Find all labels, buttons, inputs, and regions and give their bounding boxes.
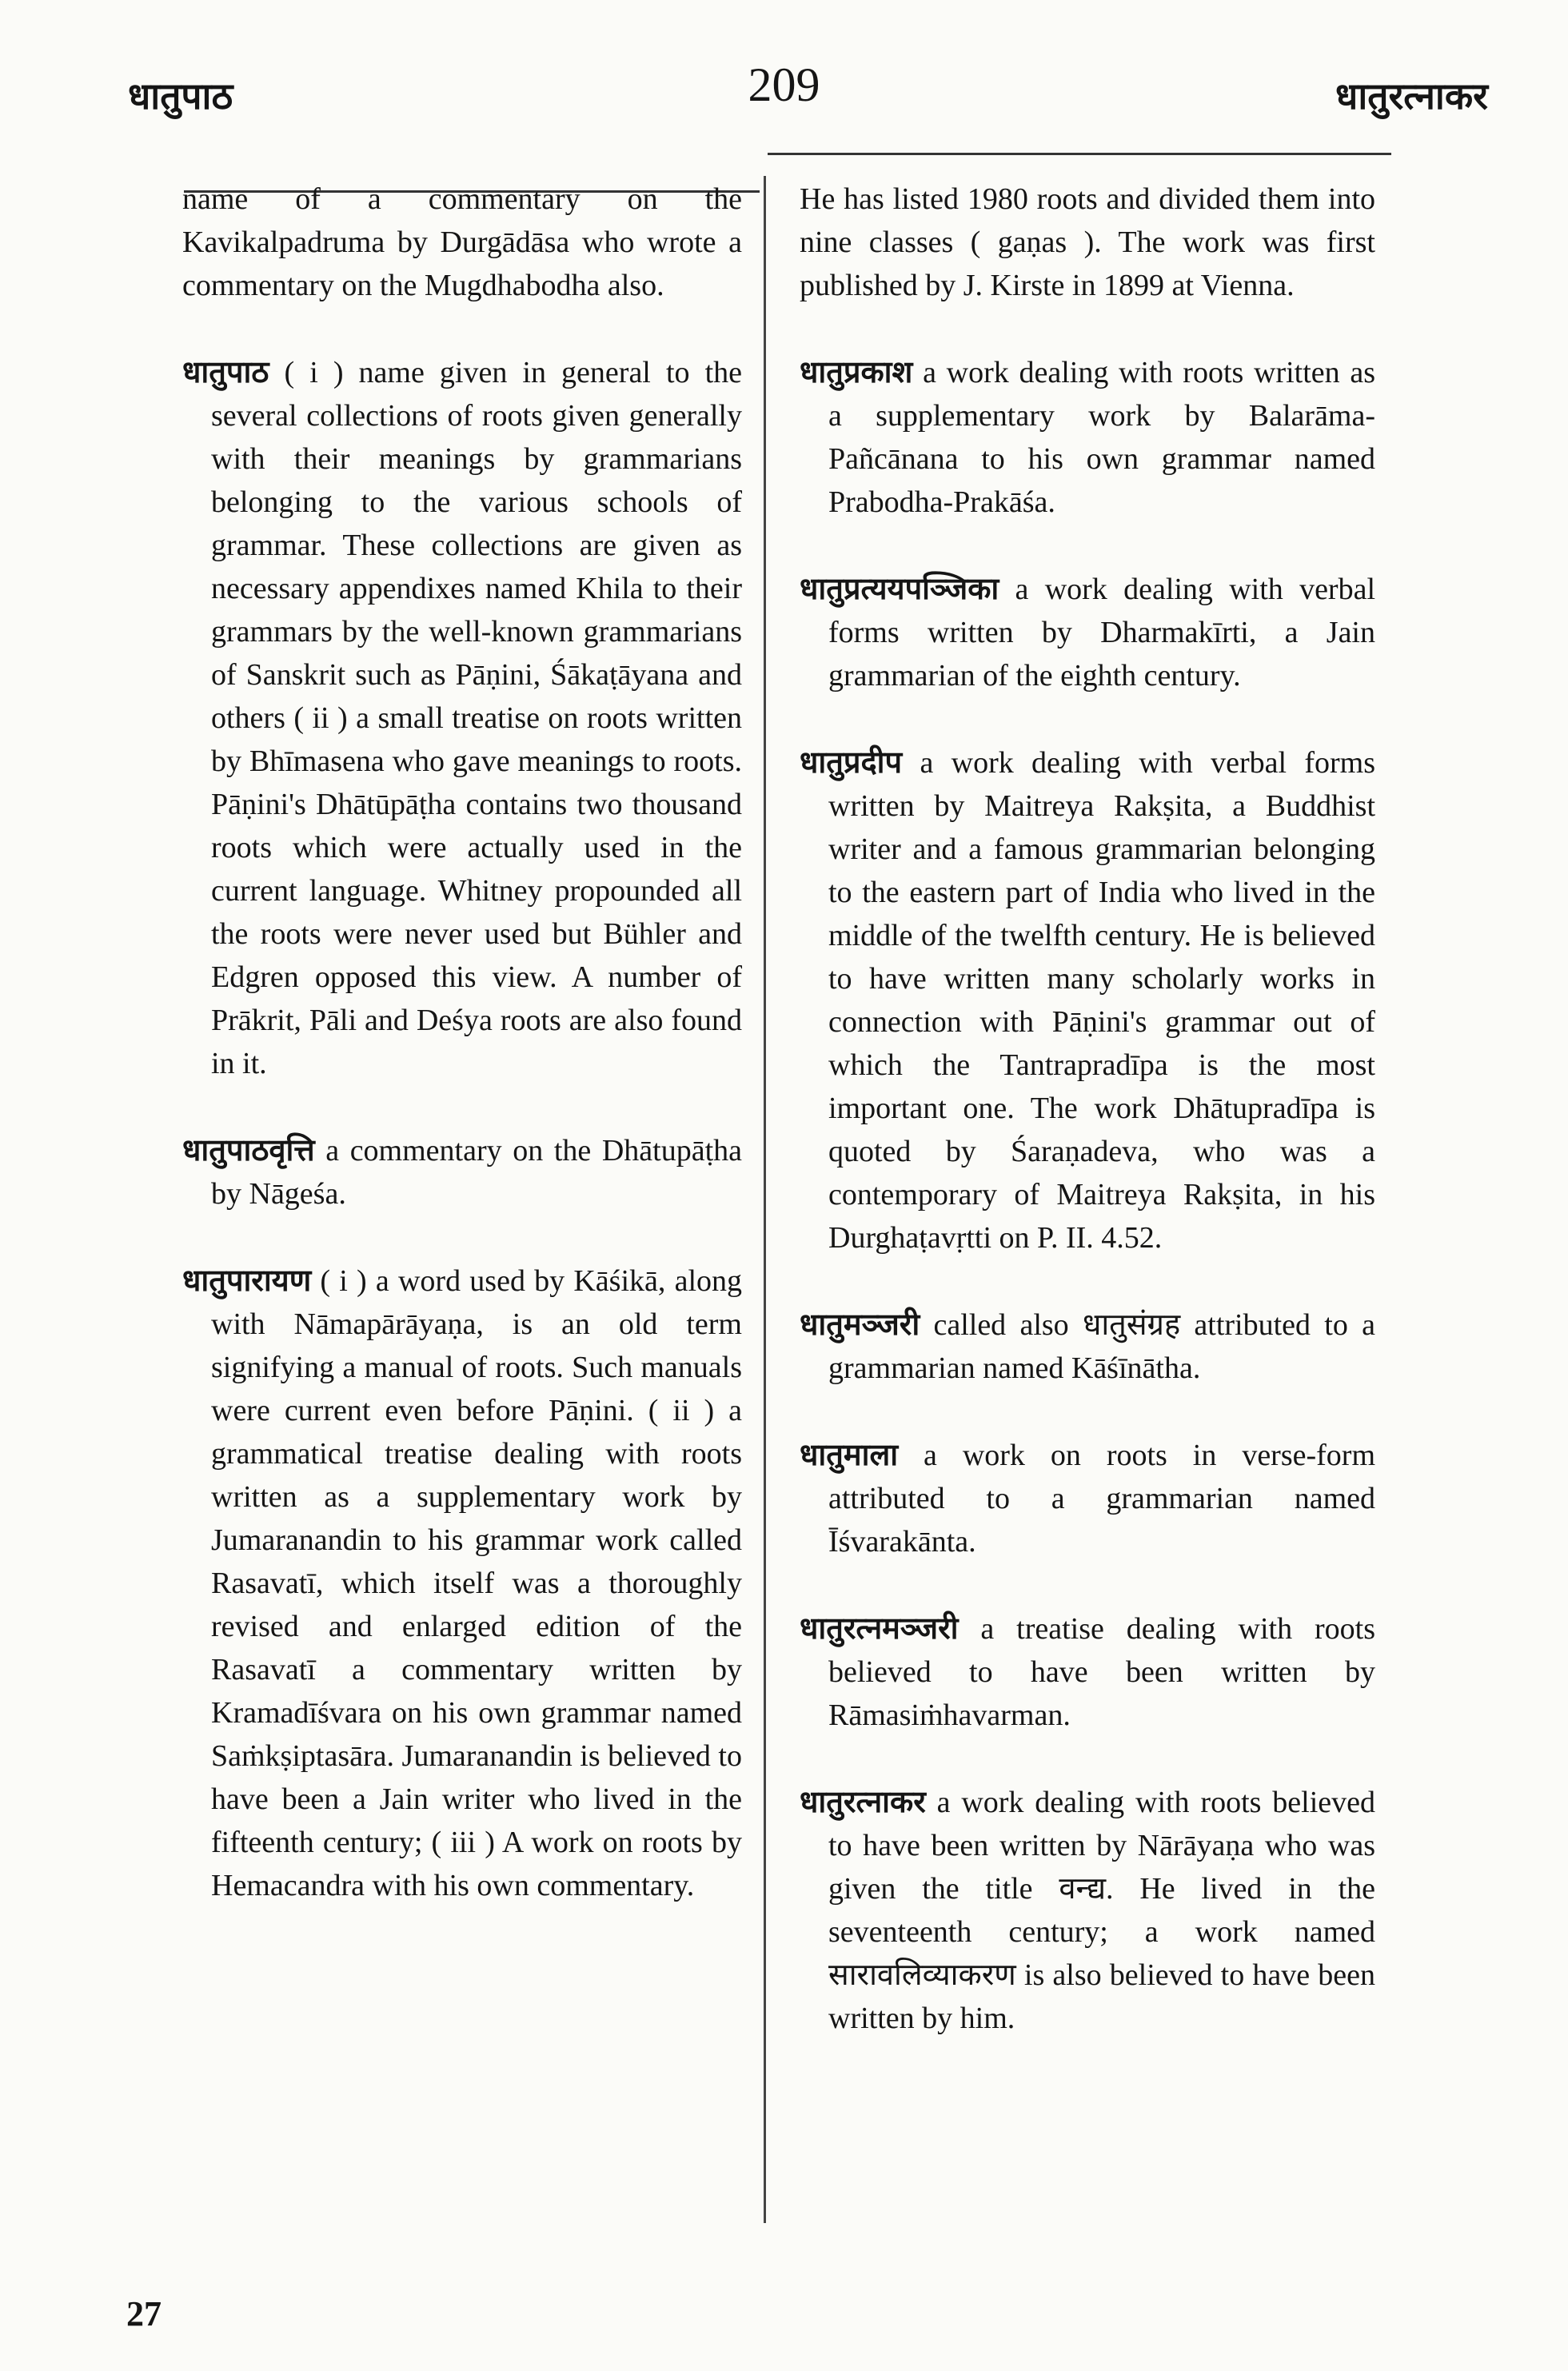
entry-text: a treatise dealing with roots believed to have been written by Rāmasiṁhavarman. xyxy=(828,1612,1375,1732)
entry-text: a work dealing with roots written as a supplementary work by Balarāma-Pañcānana to his own grammar named Prabodha-Prakāśa. xyxy=(828,356,1375,519)
entry-headword: धातुप्रकाश xyxy=(800,354,913,389)
entry-headword: धातुरत्नमञ्जरी xyxy=(800,1611,959,1646)
signature-mark: 27 xyxy=(126,2294,162,2333)
dictionary-entry xyxy=(800,1303,1375,1390)
page-header xyxy=(0,58,1568,130)
entry-headword: धातुपाठवृत्ति xyxy=(182,1132,315,1168)
right-column xyxy=(800,178,1375,2083)
entry-headword: धातुपाठ xyxy=(182,354,269,389)
entry-text: a work dealing with verbal forms written by Maitreya Rakṣita, a Buddhist writer and a famous grammarian belonging to the eastern part of India who lived in the middle of the twelfth century. He is believed to have written many scholarly works in connection with Pāṇini's grammar out of which the Tantrapradīpa is the most important one. The work Dhātupradīpa is quoted by Śaraṇadeva, who was a contemporary of Maitreya Rakṣita, in his Durghaṭavṛtti on P. II. 4.52. xyxy=(828,746,1376,1255)
entry-text: ( i ) name given in general to the several collections of roots given generally with their meanings by grammarians belonging to the various schools of grammar. These collections are given as necessary appendixes named Khila to their grammars by the well-known grammarians of Sanskrit such as Pāṇini, Śākaṭāyana and others ( ii ) a small treatise on roots written by Bhīmasena who gave meanings to roots. Pāṇini's Dhātūpāṭha contains two thousand roots which were actually used in the current language. Whitney propounded all the roots were never used but Bühler and Edgren opposed this view. A number of Prākrit, Pāli and Deśya roots are also found in it. xyxy=(211,356,742,1080)
dictionary-entry xyxy=(800,567,1375,697)
entry-headword: धातुप्रदीप xyxy=(800,744,903,780)
dictionary-entry xyxy=(182,178,742,307)
dictionary-entry xyxy=(182,1259,742,1907)
entry-headword: धातुमाला xyxy=(800,1437,899,1472)
dictionary-entry xyxy=(800,1780,1375,2040)
entry-headword: धातुरत्नाकर xyxy=(800,1784,926,1819)
running-head-right: धातुरत्नाकर xyxy=(1335,76,1488,117)
header-rule-right xyxy=(768,153,1391,155)
column-divider xyxy=(764,176,766,2223)
running-head-left: धातुपाठ xyxy=(128,76,233,117)
entry-text: a work dealing with roots believed to have been written by Nārāyaṇa who was given the title वन्द्य. He lived in the seventeenth century; a work named सारावलिव्याकरण is also believed to have been written by him. xyxy=(828,1786,1375,2035)
dictionary-entry xyxy=(800,1433,1375,1563)
entry-text: called also धातुसंग्रह attributed to a grammarian named Kāśīnātha. xyxy=(828,1308,1375,1385)
dictionary-entry xyxy=(800,740,1375,1259)
entry-headword: धातुप्रत्ययपञ्जिका xyxy=(800,571,999,606)
dictionary-entry xyxy=(800,1607,1375,1737)
dictionary-entry xyxy=(182,350,742,1085)
entry-text: ( i ) a word used by Kāśikā, along with Nāmapārāyaṇa, is an old term signifying a manual of roots. Such manuals were current even before Pāṇini. ( ii ) a grammatical treatise dealing with roots written as a supplementary work by Jumaranandin to his grammar work called Rasavatī, which itself was a thoroughly revised and enlarged edition of the Rasavatī a commentary written by Kramadīśvara on his own grammar named Saṁkṣiptasāra. Jumaranandin is believed to have been a Jain writer who lived in the fifteenth century; ( iii ) A work on roots by Hemacandra with his own commentary. xyxy=(211,1264,743,1902)
dictionary-entry xyxy=(800,350,1375,524)
entry-text: a commentary on the Dhātupāṭha by Nāgeśa. xyxy=(211,1134,743,1211)
entry-text: a work dealing with verbal forms written by Dharmakīrti, a Jain grammarian of the eighth century. xyxy=(828,573,1376,693)
entry-headword: धातुमञ्जरी xyxy=(800,1307,920,1342)
dictionary-entry xyxy=(182,1128,742,1215)
entry-text: name of a commentary on the Kavikalpadruma by Durgādāsa who wrote a commentary on the Mugdhabodha also. xyxy=(182,182,742,302)
left-column xyxy=(182,178,742,1950)
entry-text: He has listed 1980 roots and divided them into nine classes ( gaṇas ). The work was first published by J. Kirste in 1899 at Vienna. xyxy=(800,182,1375,302)
entry-text: a work on roots in verse-form attributed to a grammarian named Īśvarakānta. xyxy=(828,1439,1376,1559)
page-number: 209 xyxy=(748,58,820,111)
dictionary-entry xyxy=(800,178,1375,307)
entry-headword: धातुपारायण xyxy=(182,1263,312,1298)
